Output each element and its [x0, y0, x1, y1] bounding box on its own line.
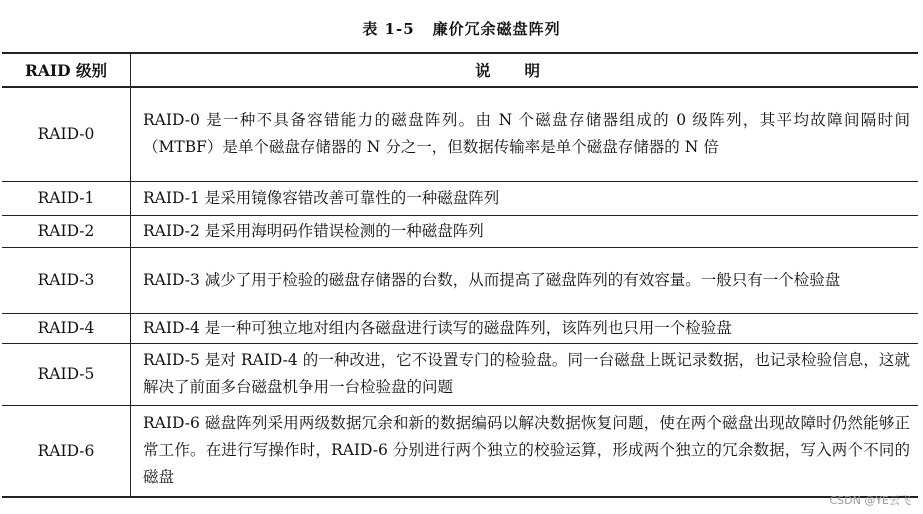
table-row: [2, 87, 918, 181]
table-row: [2, 343, 918, 405]
description-cell: RAID-1 是采用镜像容错改善可靠性的一种磁盘阵列: [131, 181, 919, 215]
raid-table: [2, 52, 918, 498]
table-caption: [0, 18, 923, 39]
table-row: [2, 247, 918, 313]
header-description: 说明: [131, 53, 919, 87]
description-cell: RAID-5 是对 RAID-4 的一种改进，它不设置专门的检验盘。同一台磁盘上既记录数据，也记录检验信息，这就解决了前面多台磁盘机争用一台检验盘的问题: [131, 343, 919, 405]
description-cell: RAID-4 是一种可独立地对组内各磁盘进行读写的磁盘阵列，该阵列也只用一个检验盘: [131, 313, 919, 343]
raid-level-cell: RAID-1: [2, 181, 131, 215]
raid-level-cell: RAID-5: [2, 343, 131, 405]
raid-level-cell: RAID-4: [2, 313, 131, 343]
header-raid-level: RAID 级别: [2, 53, 131, 87]
table-row: [2, 215, 918, 247]
raid-level-cell: RAID-3: [2, 247, 131, 313]
table-title: 廉价冗余磁盘阵列: [432, 20, 561, 38]
table-row: [2, 313, 918, 343]
header-row: [2, 53, 918, 87]
description-cell: RAID-0 是一种不具备容错能力的磁盘阵列。由 N 个磁盘存储器组成的 0 级阵列，其平均故障间隔时间（MTBF）是单个磁盘存储器的 N 分之一，但数据传输率是单个磁盘存储器的 N 倍: [131, 87, 919, 181]
table-row: [2, 181, 918, 215]
table-row: [2, 405, 918, 497]
watermark: CSDN @YE云飞: [829, 494, 911, 507]
description-cell: RAID-2 是采用海明码作错误检测的一种磁盘阵列: [131, 215, 919, 247]
description-cell: RAID-3 减少了用于检验的磁盘存储器的台数，从而提高了磁盘阵列的有效容量。一般只有一个检验盘: [131, 247, 919, 313]
table-number: 表 1-5: [362, 20, 415, 38]
raid-level-cell: RAID-0: [2, 87, 131, 181]
raid-level-cell: RAID-6: [2, 405, 131, 497]
raid-level-cell: RAID-2: [2, 215, 131, 247]
description-cell: RAID-6 磁盘阵列采用两级数据冗余和新的数据编码以解决数据恢复问题，使在两个磁盘出现故障时仍然能够正常工作。在进行写操作时，RAID-6 分别进行两个独立的校验运算，形成两个独立的冗余数据，写入两个不同的磁盘: [131, 405, 919, 497]
